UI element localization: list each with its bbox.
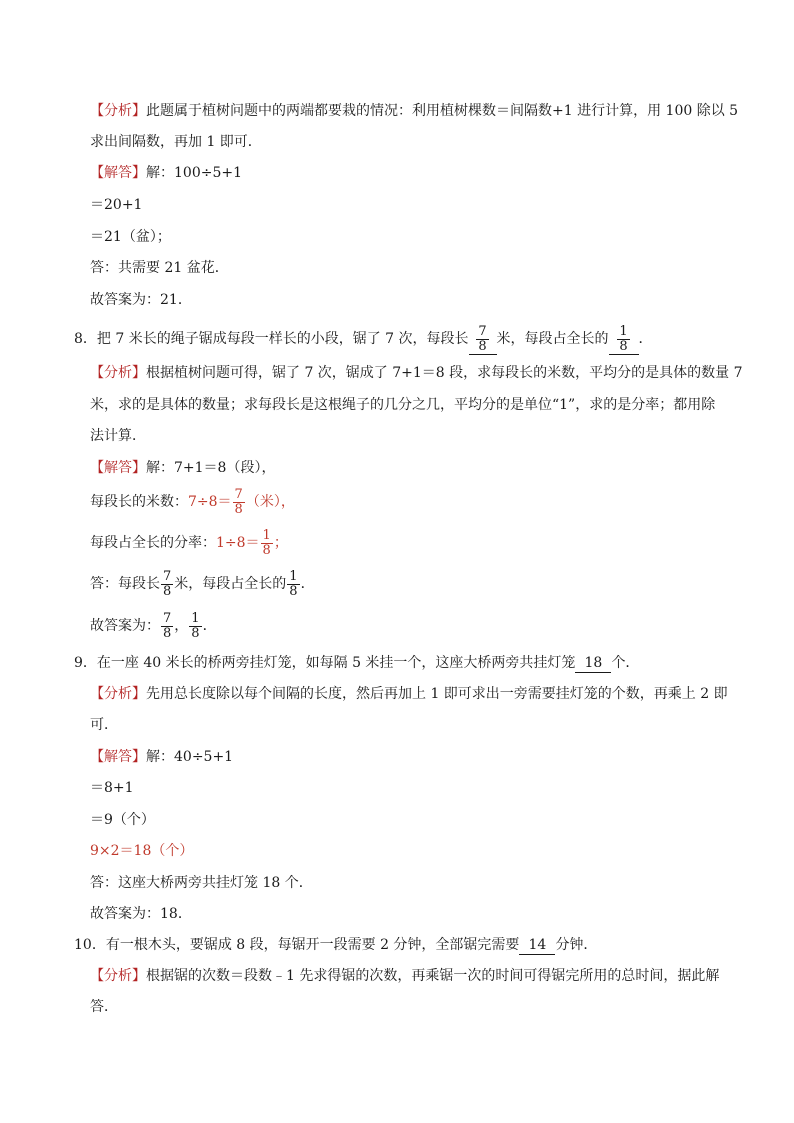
q9-answer: 答：这座大桥两旁共挂灯笼 18 个． [90,875,313,891]
q7-analysis-line-1: 【分析】此题属于植树问题中的两端都要栽的情况：利用植树棵数＝间隔数+1 进行计算，用 100 除以 5 [90,103,739,119]
q7-step-1: ＝20+1 [90,197,143,213]
q9-step-3: 9×2＝18（个） [90,843,194,859]
q10-stem: 10．有一根木头，要锯成 8 段，每锯开一段需要 2 分钟，全部锯完需要 14 分钟． [74,937,598,953]
q8-solution-head: 【解答】解：7+1＝8（段）， [90,460,276,476]
q9-analysis-line-2: 可． [90,717,118,733]
q9-final-answer: 故答案为：18． [90,906,192,922]
q8-blank-b [609,325,639,355]
analysis-tag: 【分析】 [90,103,146,119]
q8-analysis-line-2: 米，求的是具体的数量；求每段长是这根绳子的几分之几，平均分的是单位“1”，求的是分率；都用除 [90,397,716,413]
q10-analysis-line-2: 答． [90,999,118,1015]
q10-analysis-line-1: 【分析】根据锯的次数＝段数﹣1 先求得锯的次数，再乘锯一次的时间可得锯完所用的总时间，据此解 [90,968,720,984]
q8-answer: 答：每段长 $\frac{7}{8}$ 米，每段占全长的 $\frac{1}{8}$ ． [90,568,315,599]
q7-final-answer: 故答案为：21． [90,292,192,308]
q8-blank-a [469,325,497,355]
q8-fraction-b: $\frac{1}{8}$ [619,323,628,354]
q7-step-2: ＝21（盆）； [90,229,171,245]
q8-fraction-a: $\frac{7}{8}$ [478,323,487,354]
q9-step-1: ＝8+1 [90,780,134,796]
q9-analysis-line-1: 【分析】先用总长度除以每个间隔的长度，然后再加上 1 即可求出一旁需要挂灯笼的个数，再乘上 2 即 [90,686,728,702]
q7-analysis-line-2: 求出间隔数，再加 1 即可． [90,134,262,150]
q8-analysis-line-1: 【分析】根据植树问题可得，锯了 7 次，锯成了 7+1＝8 段，求每段长的米数，平均分的是具体的数量 7 [90,365,743,381]
q9-step-2: ＝9（个） [90,812,155,828]
solution-tag: 【解答】 [90,165,146,181]
q9-blank: 18 [575,654,611,673]
q9-stem: 9．在一座 40 米长的桥两旁挂灯笼，如每隔 5 米挂一个，这座大桥两旁共挂灯笼 18 个． [74,655,640,671]
q8-analysis-line-3: 法计算． [90,428,146,444]
q8-stem: 8．把 7 米长的绳子锯成每段一样长的小段，锯了 7 次，每段长 $\frac{7}{8}$ 米，每段占全长的 $\frac{1}{8}$ ． [74,323,653,354]
q8-length-each: 每段长的米数：7÷8＝ $\frac{7}{8}$ （米）， [90,486,295,517]
q8-final-answer: 故答案为： $\frac{7}{8}$ ， $\frac{1}{8}$ ． [90,610,217,641]
q7-solution-head: 【解答】解：100÷5+1 [90,165,242,181]
q10-blank: 14 [519,936,555,955]
q8-fraction-each: 每段占全长的分率：1÷8＝ $\frac{1}{8}$ ； [90,527,288,558]
q7-answer: 答：共需要 21 盆花． [90,260,229,276]
q9-solution-head: 【解答】解：40÷5+1 [90,749,234,765]
